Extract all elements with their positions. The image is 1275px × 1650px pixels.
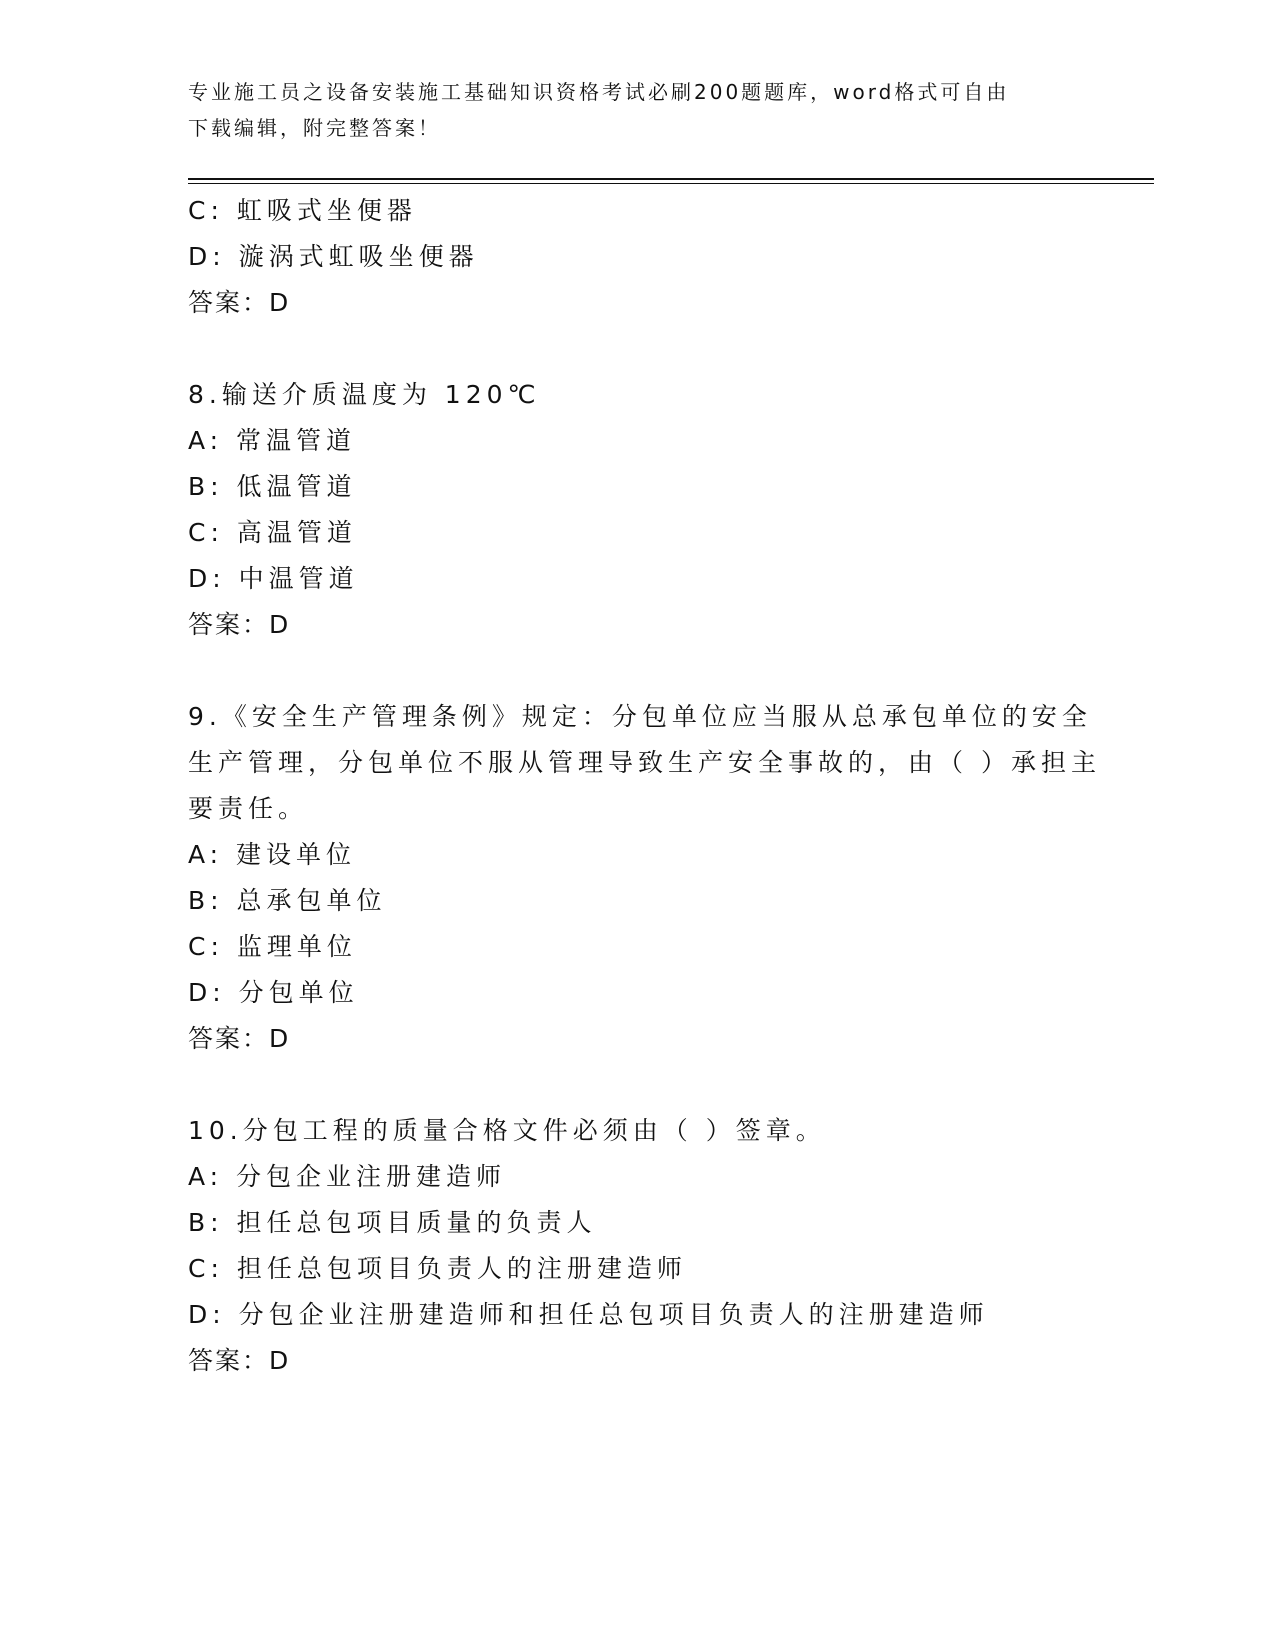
question-8-option-a: A: 常温管道: [188, 426, 357, 455]
question-9-option-a: A: 建设单位: [188, 840, 357, 869]
question-9-text-line-3: 要责任。: [188, 794, 309, 823]
header-line-2: 下载编辑，附完整答案！: [188, 116, 441, 140]
question-10-option-b: B: 担任总包项目质量的负责人: [188, 1208, 597, 1237]
question-9-option-c: C: 监理单位: [188, 932, 357, 961]
spacer: [188, 648, 1088, 694]
document-header: [188, 74, 1068, 146]
question-10-option-a: A: 分包企业注册建造师: [188, 1162, 507, 1191]
question-10-option-c: C: 担任总包项目负责人的注册建造师: [188, 1254, 687, 1283]
question-9-text-line-1: 9.《安全生产管理条例》规定：分包单位应当服从总承包单位的安全: [188, 702, 1092, 731]
question-8-text: 8.输送介质温度为 120℃: [188, 380, 541, 409]
spacer: [188, 1062, 1088, 1108]
question-8-option-c: C: 高温管道: [188, 518, 357, 547]
question-9-option-d: D: 分包单位: [188, 978, 359, 1007]
question-10-option-d: D: 分包企业注册建造师和担任总包项目负责人的注册建造师: [188, 1300, 989, 1329]
spacer: [188, 326, 1088, 372]
question-8-option-b: B: 低温管道: [188, 472, 357, 501]
header-divider-thin: [188, 183, 1154, 184]
question-9-block: [188, 694, 1101, 1062]
header-divider-thick: [188, 178, 1154, 180]
question-8-answer: 答案：D: [188, 610, 291, 639]
question-8-block: [188, 372, 1088, 648]
question-10-block: [188, 1108, 1088, 1384]
question-7-block: [188, 188, 1088, 326]
question-9-answer: 答案：D: [188, 1024, 291, 1053]
question-list: [188, 188, 1101, 1384]
question-9-text-line-2: 生产管理，分包单位不服从管理导致生产安全事故的，由（ ）承担主: [188, 748, 1101, 777]
header-line-1: 专业施工员之设备安装施工基础知识资格考试必刷200题题库，word格式可自由: [188, 80, 1010, 104]
question-8-option-d: D: 中温管道: [188, 564, 359, 593]
question-7-answer: 答案：D: [188, 288, 291, 317]
question-7-option-c: C: 虹吸式坐便器: [188, 196, 417, 225]
question-10-text: 10.分包工程的质量合格文件必须由（ ）签章。: [188, 1116, 826, 1145]
question-9-option-b: B: 总承包单位: [188, 886, 387, 915]
question-10-answer: 答案：D: [188, 1346, 291, 1375]
question-7-option-d: D: 漩涡式虹吸坐便器: [188, 242, 479, 271]
